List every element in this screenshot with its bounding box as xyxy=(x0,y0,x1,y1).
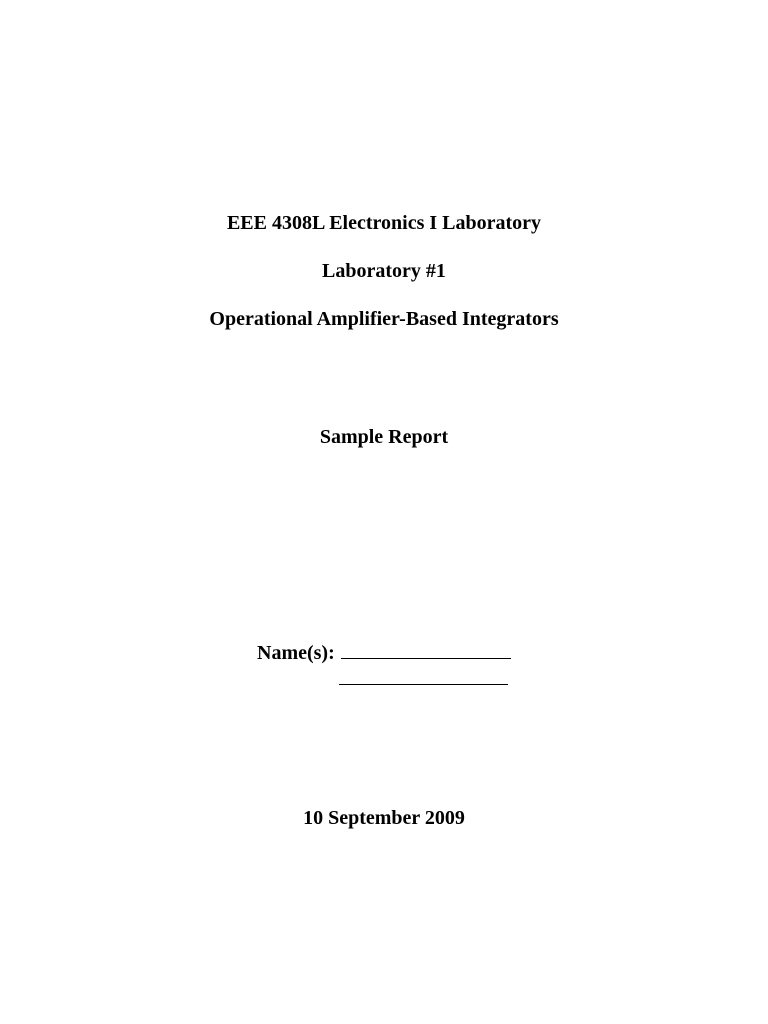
names-label: Name(s): xyxy=(257,642,335,664)
names-field xyxy=(257,640,511,665)
report-date: 10 September 2009 xyxy=(303,807,465,829)
name-blank-1 xyxy=(341,640,511,659)
name-blank-2 xyxy=(339,666,508,685)
lab-title: Operational Amplifier-Based Integrators xyxy=(209,308,559,330)
course-title: EEE 4308L Electronics I Laboratory xyxy=(226,212,542,234)
report-type: Sample Report xyxy=(319,426,449,448)
lab-number: Laboratory #1 xyxy=(322,260,446,282)
